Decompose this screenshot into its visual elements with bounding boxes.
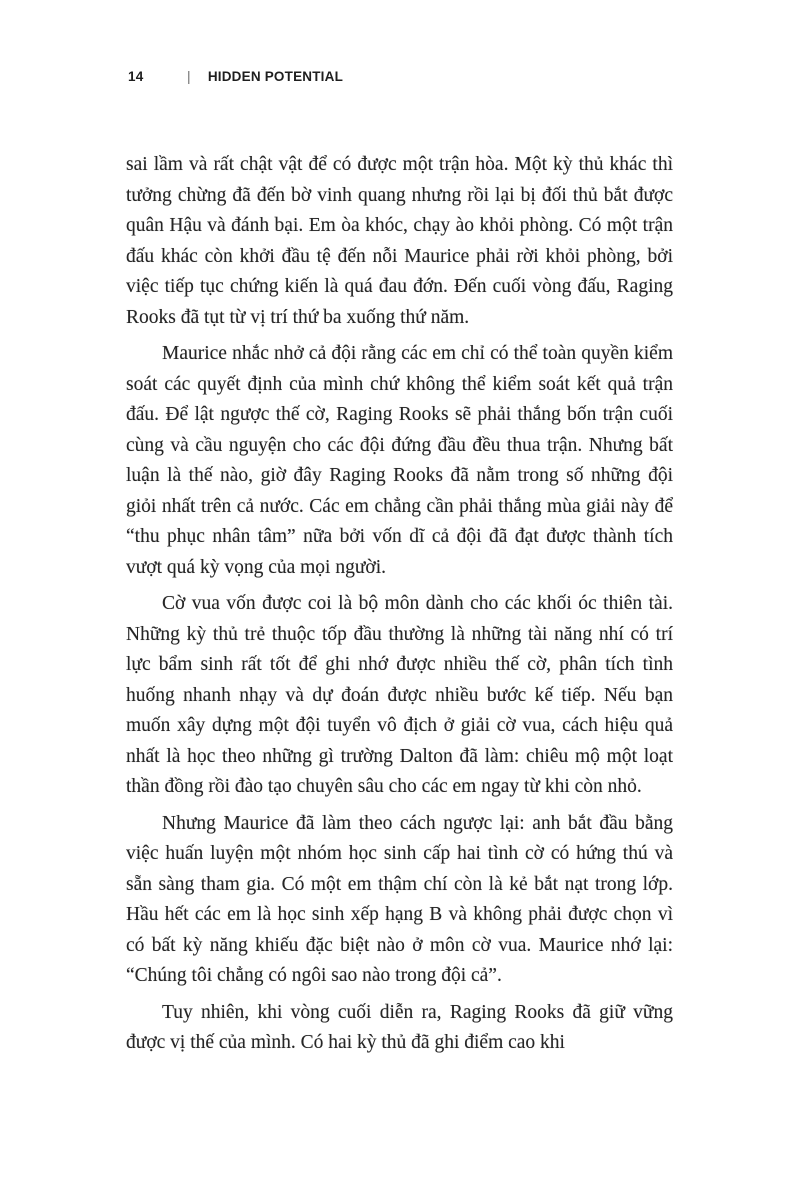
running-head bbox=[128, 69, 343, 84]
page-body-text bbox=[126, 150, 673, 1059]
body-paragraph: Maurice nhắc nhở cả đội rằng các em chỉ có thể toàn quyền kiểm soát các quyết định của mình chứ không thể kiểm soát kết quả trận đấu. Để lật ngược thế cờ, Raging Rooks sẽ phải thắng bốn trận cuối cùng và cầu nguyện cho các đội đứng đầu đều thua trận. Nhưng bất luận là thế nào, giờ đây Raging Rooks đã nằm trong số những đội giỏi nhất trên cả nước. Các em chẳng cần phải thắng mùa giải này để “thu phục nhân tâm” nữa bởi vốn dĩ cả đội đã đạt được thành tích vượt quá kỳ vọng của mọi người. bbox=[126, 343, 673, 578]
book-title: HIDDEN POTENTIAL bbox=[207, 69, 344, 84]
body-paragraph: Tuy nhiên, khi vòng cuối diễn ra, Raging Rooks đã giữ vững được vị thế của mình. Có hai kỳ thủ đã ghi điểm cao khi bbox=[126, 1001, 673, 1053]
running-head-separator: | bbox=[187, 69, 191, 84]
body-paragraph: Nhưng Maurice đã làm theo cách ngược lại: anh bắt đầu bằng việc huấn luyện một nhóm học sinh cấp hai tình cờ có hứng thú và sẵn sàng tham gia. Có một em thậm chí còn là kẻ bắt nạt trong lớp. Hầu hết các em là học sinh xếp hạng B và không phải được chọn vì có bất kỳ năng khiếu đặc biệt nào ở môn cờ vua. Maurice nhớ lại: “Chúng tôi chẳng có ngôi sao nào trong đội cả”. bbox=[126, 812, 673, 986]
page-number: 14 bbox=[128, 69, 144, 84]
body-paragraph: Cờ vua vốn được coi là bộ môn dành cho các khối óc thiên tài. Những kỳ thủ trẻ thuộc tốp đầu thường là những tài năng nhí có trí lực bẩm sinh rất tốt để ghi nhớ được nhiều thế cờ, phân tích tình huống nhanh nhạy và dự đoán được nhiều bước kế tiếp. Nếu bạn muốn xây dựng một đội tuyển vô địch ở giải cờ vua, cách hiệu quả nhất là học theo những gì trường Dalton đã làm: chiêu mộ một loạt thần đồng rồi đào tạo chuyên sâu cho các em ngay từ khi còn nhỏ. bbox=[126, 593, 673, 797]
body-paragraph: sai lầm và rất chật vật để có được một trận hòa. Một kỳ thủ khác thì tưởng chừng đã đến bờ vinh quang nhưng rồi lại bị đối thủ bắt được quân Hậu và đánh bại. Em òa khóc, chạy ào khỏi phòng. Có một trận đấu khác còn khởi đầu tệ đến nỗi Maurice phải rời khỏi phòng, bởi việc tiếp tục chứng kiến là quá đau đớn. Đến cuối vòng đấu, Raging Rooks đã tụt từ vị trí thứ ba xuống thứ năm. bbox=[126, 154, 673, 328]
